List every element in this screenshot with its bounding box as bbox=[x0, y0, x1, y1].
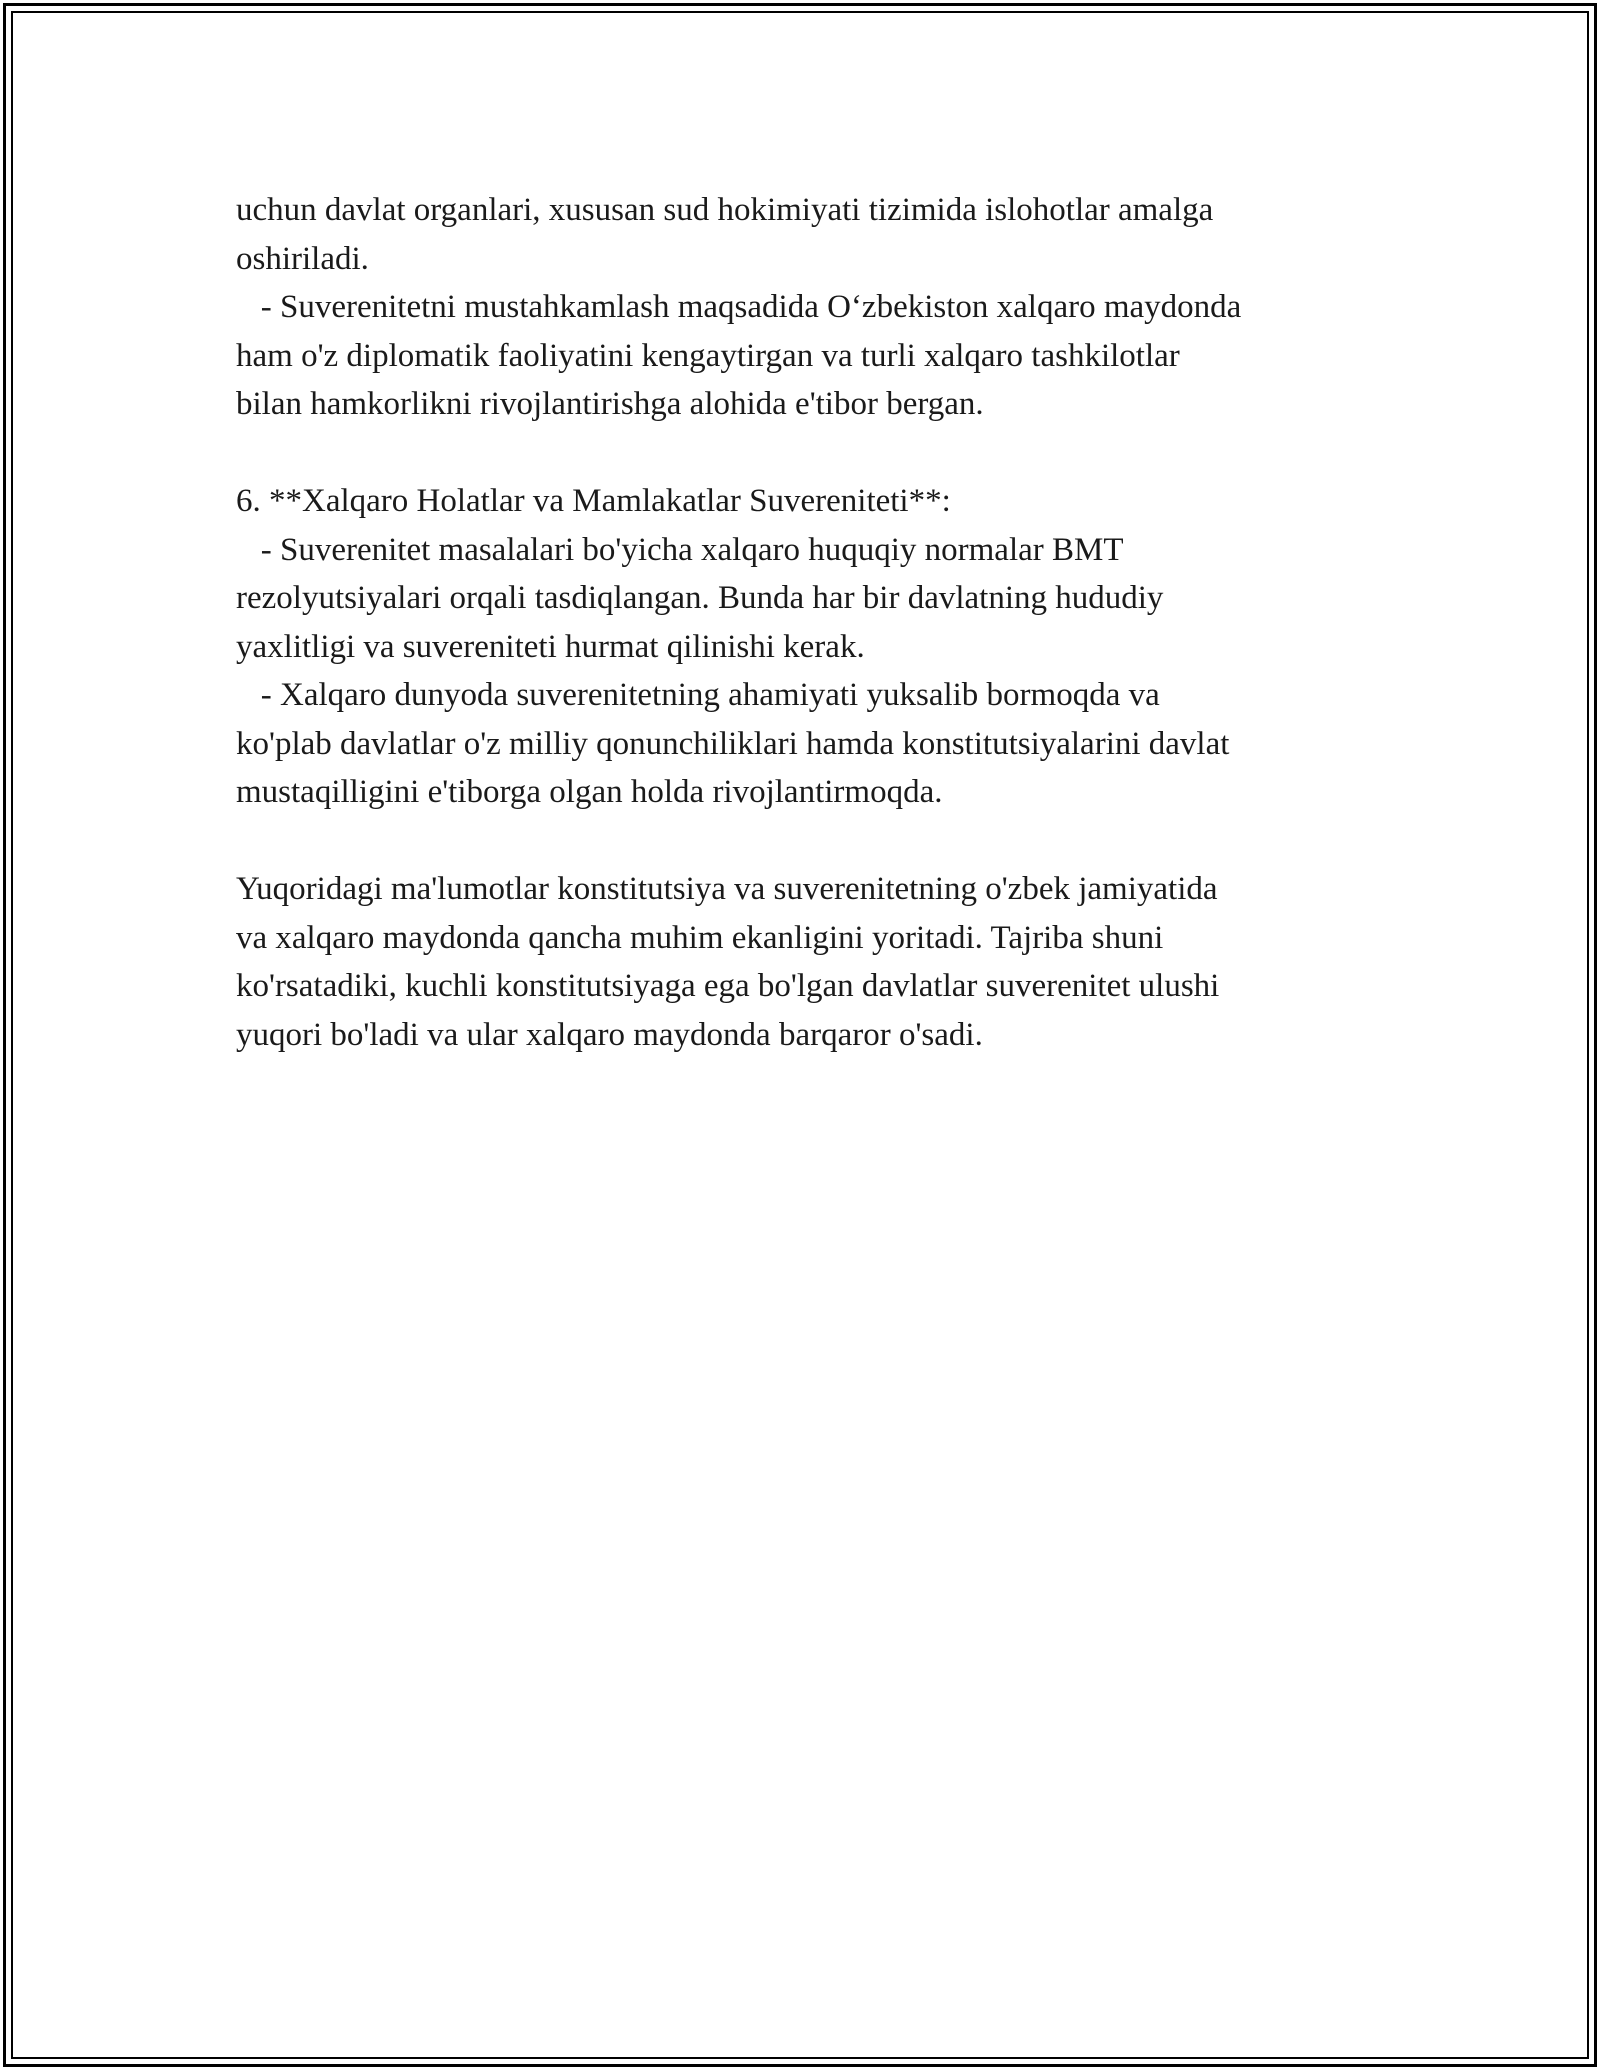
text-line: - Suverenitetni mustahkamlash maqsadida O‘zbekiston xalqaro maydonda bbox=[236, 289, 1242, 325]
text-line: - Suverenitet masalalari bo'yicha xalqaro huquqiy normalar BMT bbox=[236, 531, 1124, 568]
text-line: ko'rsatadiki, kuchli konstitutsiyaga ega bo'lgan davlatlar suverenitet ulushi bbox=[236, 968, 1220, 1004]
text-line: yaxlitligi va suvereniteti hurmat qilinishi kerak. bbox=[236, 628, 865, 665]
paragraph-conclusion bbox=[236, 865, 1376, 1059]
paragraph-judicial-reform bbox=[236, 186, 1376, 429]
paragraph-spacer bbox=[236, 429, 1376, 478]
paragraph-international-sovereignty bbox=[236, 477, 1376, 817]
text-line: - Xalqaro dunyoda suverenitetning ahamiyati yuksalib bormoqda va bbox=[236, 677, 1160, 713]
document-body bbox=[236, 186, 1376, 1059]
text-line: yuqori bo'ladi va ular xalqaro maydonda barqaror o'sadi. bbox=[236, 1016, 983, 1053]
text-line: va xalqaro maydonda qancha muhim ekanligini yoritadi. Tajriba shuni bbox=[236, 919, 1164, 956]
text-line: Yuqoridagi ma'lumotlar konstitutsiya va suverenitetning o'zbek jamiyatida bbox=[236, 871, 1218, 907]
text-line: uchun davlat organlari, xususan sud hokimiyati tizimida islohotlar amalga bbox=[236, 192, 1214, 228]
text-line: rezolyutsiyalari orqali tasdiqlangan. Bunda har bir davlatning hududiy bbox=[236, 580, 1164, 616]
text-line: bilan hamkorlikni rivojlantirishga alohida e'tibor bergan. bbox=[236, 386, 984, 422]
paragraph-spacer bbox=[236, 817, 1376, 866]
section-heading: 6. **Xalqaro Holatlar va Mamlakatlar Suvereniteti**: bbox=[236, 483, 951, 519]
text-line: ko'plab davlatlar o'z milliy qonunchiliklari hamda konstitutsiyalarini davlat bbox=[236, 725, 1230, 762]
text-line: oshiriladi. bbox=[236, 240, 369, 277]
text-line: mustaqilligini e'tiborga olgan holda rivojlantirmoqda. bbox=[236, 774, 943, 810]
text-line: ham o'z diplomatik faoliyatini kengaytirgan va turli xalqaro tashkilotlar bbox=[236, 337, 1180, 374]
